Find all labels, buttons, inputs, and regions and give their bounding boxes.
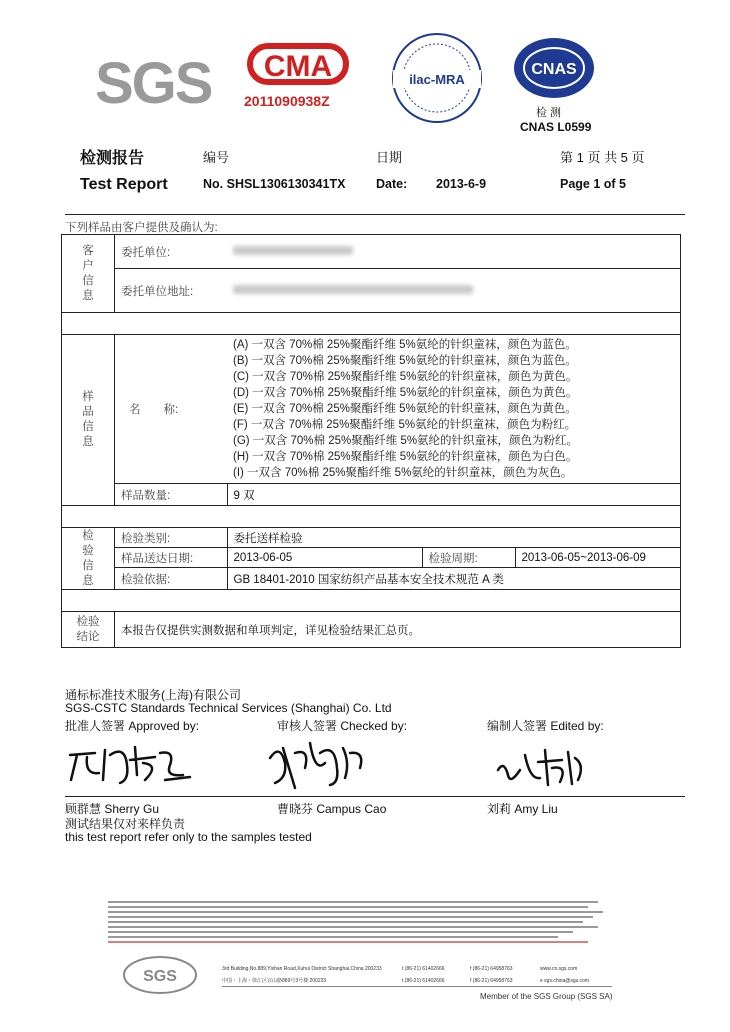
footer-address-en: 3rd Building,No.889,Yishan Road,Xuhui District Shanghai,China 200233 <box>222 966 382 972</box>
sample-qty-value: 9 双 <box>227 484 681 506</box>
sample-item: (H) 一双含 70%棉 25%聚酯纤维 5%氨纶的针织童袜，颜色为白色。 <box>233 451 578 463</box>
sample-item: (F) 一双含 70%棉 25%聚酯纤维 5%氨纶的针织童袜，颜色为粉红。 <box>233 419 577 431</box>
client-unit-label: 委托单位: <box>115 235 228 269</box>
sample-item: (B) 一双含 70%棉 25%聚酯纤维 5%氨纶的针织童袜，颜色为蓝色。 <box>233 355 577 367</box>
basis-label: 检验依据: <box>115 568 228 590</box>
footer-divider <box>222 986 612 987</box>
inspection-type-label: 检验类别: <box>115 528 228 548</box>
signature-edited <box>490 740 590 795</box>
cnas-code: CNAS L0599 <box>520 120 592 134</box>
spacer-row <box>62 506 681 528</box>
edited-label: 编制人签署 Edited by: <box>487 719 604 733</box>
company-en: SGS-CSTC Standards Technical Services (Shanghai) Co. Ltd <box>65 701 392 715</box>
report-title-cn: 检测报告 <box>80 150 145 167</box>
client-section-label: 客户信息 <box>62 235 115 313</box>
sample-item: (I) 一双含 70%棉 25%聚酯纤维 5%氨纶的针织童袜，颜色为灰色。 <box>233 467 573 479</box>
spacer-row <box>62 313 681 335</box>
sample-item: (D) 一双含 70%棉 25%聚酯纤维 5%氨纶的针织童袜，颜色为黄色。 <box>233 387 578 399</box>
checked-name: 曹晓芬 Campus Cao <box>277 802 387 816</box>
signature-approved <box>65 735 195 795</box>
sample-section-label: 样品信息 <box>62 335 115 506</box>
period-value: 2013-06-05~2013-06-09 <box>515 548 681 568</box>
signature-divider <box>65 796 685 797</box>
conclusion-section-label: 检验结论 <box>62 612 115 648</box>
approved-label: 批准人签署 Approved by: <box>65 719 200 733</box>
footer-fax1: f (86-21) 64958763 <box>470 966 513 972</box>
sample-item: (G) 一双含 70%棉 25%聚酯纤维 5%氨纶的针织童袜，颜色为粉红。 <box>233 435 579 447</box>
footer-member: Member of the SGS Group (SGS SA) <box>480 992 613 1001</box>
sample-qty-label: 样品数量: <box>115 484 228 506</box>
footer-web: www.cn.sgs.com <box>540 966 578 972</box>
header-divider <box>65 214 685 215</box>
conclusion-text: 本报告仅提供实测数据和单项判定，详见检验结果汇总页。 <box>115 612 681 648</box>
sample-items <box>227 335 681 484</box>
sgs-logo: SGS <box>95 51 212 116</box>
cma-number: 2011090938Z <box>244 93 330 109</box>
edited-name: 刘莉 Amy Liu <box>487 802 558 816</box>
spacer-row <box>62 590 681 612</box>
date-label-cn: 日期 <box>376 150 403 165</box>
terms-fine-print <box>108 898 608 960</box>
sample-item: (E) 一双含 70%棉 25%聚酯纤维 5%氨纶的针织童袜，颜色为黄色。 <box>233 403 577 415</box>
company-cn: 通标标准技术服务(上海)有限公司 <box>65 688 241 702</box>
report-title-en: Test Report <box>80 176 168 193</box>
note-en: this test report refer only to the samples tested <box>65 830 312 844</box>
delivery-date-value: 2013-06-05 <box>227 548 422 568</box>
cnas-subtitle: 检 测 <box>536 107 562 119</box>
client-unit-value <box>227 235 681 269</box>
basis-value: GB 18401-2010 国家纺织产品基本安全技术规范 A 类 <box>227 568 681 590</box>
page-en: Page 1 of 5 <box>560 177 626 191</box>
intro-text: 下列样品由客户提供及确认为: <box>65 222 218 234</box>
sample-name-label: 名 称: <box>115 335 228 484</box>
delivery-date-label: 样品送达日期: <box>115 548 228 568</box>
signature-checked <box>265 733 375 798</box>
report-no-label-cn: 编号 <box>203 150 230 165</box>
inspection-type-value: 委托送样检验 <box>227 528 681 548</box>
cma-text: CMA <box>263 50 333 83</box>
sample-item: (A) 一双含 70%棉 25%聚酯纤维 5%氨纶的针织童袜，颜色为蓝色。 <box>233 339 577 351</box>
footer-email: e sgs.china@sgs.com <box>540 978 589 984</box>
ilac-logo <box>387 30 487 131</box>
note-cn: 测试结果仅对来样负责 <box>65 817 186 831</box>
date-value: 2013-6-9 <box>436 177 487 191</box>
client-address-label: 委托单位地址: <box>115 269 228 313</box>
report-table <box>61 234 681 648</box>
report-no: No. SHSL1306130341TX <box>203 177 346 191</box>
footer-fax2: f (86-21) 64958763 <box>470 978 513 984</box>
checked-label: 审核人签署 Checked by: <box>277 719 408 733</box>
inspection-section-label: 检验信息 <box>62 528 115 590</box>
footer-sgs-stamp <box>120 955 200 1000</box>
footer-sgs-text: SGS <box>143 968 177 985</box>
footer-address-cn: 中国・上海・徐汇区宜山路889号3号楼 200233 <box>222 978 327 984</box>
footer-phone2: t (86-21) 61402666 <box>402 978 445 984</box>
approved-name: 顾群慧 Sherry Gu <box>65 802 160 816</box>
page-cn: 第 1 页 共 5 页 <box>560 150 645 165</box>
cnas-text: CNAS <box>531 61 577 78</box>
cnas-logo <box>508 34 598 109</box>
date-label-en: Date: <box>376 177 408 191</box>
footer-phone1: t (86-21) 61402666 <box>402 966 445 972</box>
client-address-value <box>227 269 681 313</box>
cma-logo <box>244 40 354 97</box>
ilac-text: ilac-MRA <box>409 72 465 87</box>
period-label: 检验周期: <box>422 548 515 568</box>
sample-item: (C) 一双含 70%棉 25%聚酯纤维 5%氨纶的针织童袜，颜色为黄色。 <box>233 371 578 383</box>
